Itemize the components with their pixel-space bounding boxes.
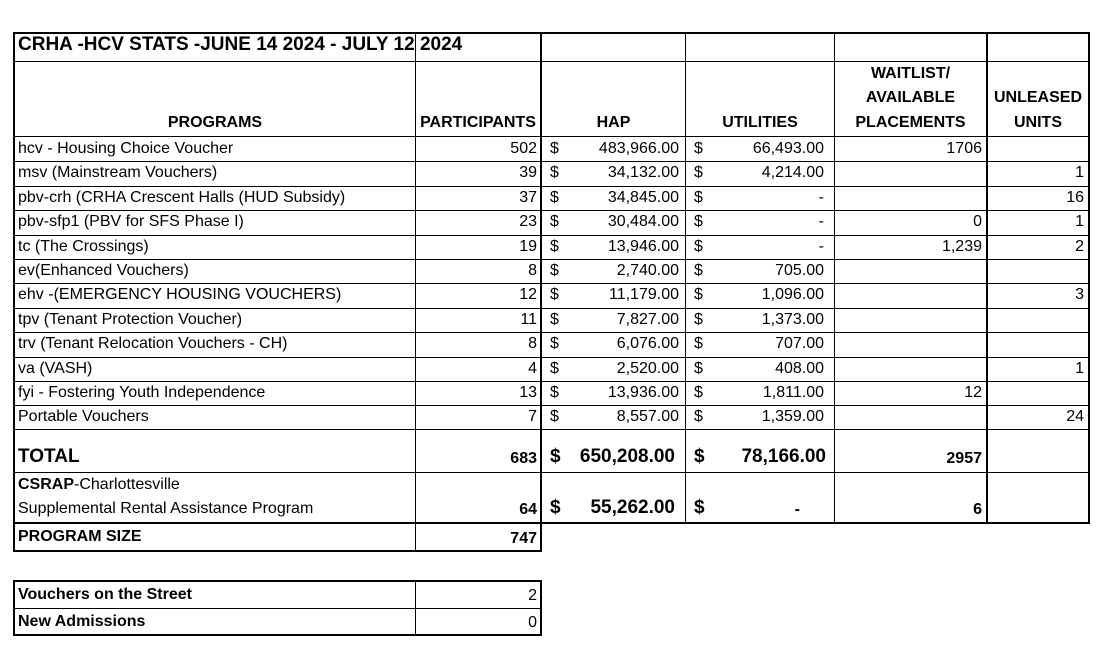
total-label: TOTAL xyxy=(18,446,80,467)
header-hap: HAP xyxy=(596,114,631,131)
row-program: ev(Enhanced Vouchers) xyxy=(18,262,189,279)
row-hap: 13,946.00 xyxy=(607,237,679,255)
row-hap: 6,076.00 xyxy=(616,335,679,353)
row-utilities: 408.00 xyxy=(775,359,824,377)
row-participants: 12 xyxy=(519,286,537,304)
csrap-hap-currency: $ xyxy=(550,497,561,518)
summary-border-top xyxy=(13,580,541,582)
csrap-participants: 64 xyxy=(519,501,537,518)
row-unleased: 1 xyxy=(1075,213,1084,231)
row-hap: 13,936.00 xyxy=(607,384,679,401)
row-utilities-currency: $ xyxy=(694,310,703,328)
row-divider xyxy=(13,381,1089,382)
row-hap-currency: $ xyxy=(550,310,559,328)
summary-row-divider xyxy=(13,608,541,609)
row-unleased: 1 xyxy=(1075,164,1084,182)
row-utilities: 1,373.00 xyxy=(761,310,824,328)
csrap-label-bold: CSRAP xyxy=(18,476,75,493)
row-waitlist: 1,239 xyxy=(941,237,982,255)
summary-label-vouchers-on-street: Vouchers on the Street xyxy=(18,586,192,603)
report-title: CRHA -HCV STATS -JUNE 14 2024 - JULY 12 2024 xyxy=(18,34,463,55)
row-divider xyxy=(13,357,1089,358)
row-program: tc (The Crossings) xyxy=(18,237,149,255)
row-hap: 2,520.00 xyxy=(616,359,679,377)
row-program: msv (Mainstream Vouchers) xyxy=(18,164,218,182)
row-utilities-currency: $ xyxy=(694,335,703,353)
header-unleased-line1: UNLEASED xyxy=(993,89,1082,106)
row-divider xyxy=(13,210,1089,211)
summary-border-right xyxy=(540,580,542,636)
row-divider xyxy=(13,259,1089,260)
row-utilities: 1,811.00 xyxy=(762,384,824,401)
row-participants: 19 xyxy=(519,237,537,255)
row-program: ehv -(EMERGENCY HOUSING VOUCHERS) xyxy=(18,286,342,304)
row-divider xyxy=(13,283,1089,284)
row-hap: 7,827.00 xyxy=(616,310,679,328)
program-size-value: 747 xyxy=(510,530,537,547)
row-hap: 11,179.00 xyxy=(609,286,679,304)
row-program: tpv (Tenant Protection Voucher) xyxy=(18,310,243,328)
data-bottom-divider xyxy=(13,429,1089,430)
header-row-divider xyxy=(13,136,1089,137)
row-utilities-currency: $ xyxy=(694,408,703,426)
csrap-label-line2: Supplemental Rental Assistance Program xyxy=(18,500,314,517)
total-hap-currency: $ xyxy=(550,446,561,467)
summary-border-bottom xyxy=(13,634,541,636)
row-program: fyi - Fostering Youth Independence xyxy=(18,384,266,401)
total-utilities: 78,166.00 xyxy=(741,446,826,467)
row-waitlist: 0 xyxy=(973,213,982,231)
program-size-bottom xyxy=(13,550,541,552)
row-hap-currency: $ xyxy=(550,408,559,426)
header-waitlist-line3: PLACEMENTS xyxy=(855,114,966,131)
row-hap-currency: $ xyxy=(550,213,559,231)
row-participants: 4 xyxy=(528,359,537,377)
row-utilities-currency: $ xyxy=(694,140,703,157)
row-utilities: 1,359.00 xyxy=(761,408,824,426)
row-utilities-currency: $ xyxy=(694,188,703,206)
row-utilities-currency: $ xyxy=(694,213,703,231)
row-hap: 34,845.00 xyxy=(607,188,679,206)
row-participants: 8 xyxy=(528,335,537,353)
csrap-utilities-currency: $ xyxy=(694,497,705,518)
header-utilities: UTILITIES xyxy=(722,114,798,131)
row-unleased: 3 xyxy=(1075,286,1084,304)
total-utilities-currency: $ xyxy=(694,446,705,467)
row-divider xyxy=(13,405,1089,406)
row-utilities: 705.00 xyxy=(775,262,824,279)
row-hap: 8,557.00 xyxy=(616,408,679,426)
row-program: va (VASH) xyxy=(18,359,93,377)
row-participants: 8 xyxy=(528,262,537,279)
col-divider-hap xyxy=(540,32,542,552)
csrap-row-divider xyxy=(13,522,1089,524)
row-utilities-currency: $ xyxy=(694,237,703,255)
row-divider xyxy=(13,235,1089,236)
row-hap-currency: $ xyxy=(550,286,559,304)
row-waitlist: 12 xyxy=(964,384,982,401)
row-unleased: 2 xyxy=(1075,237,1084,255)
col-divider-utilities xyxy=(685,32,686,524)
total-waitlist: 2957 xyxy=(946,450,982,467)
row-hap-currency: $ xyxy=(550,262,559,279)
row-utilities: 707.00 xyxy=(775,335,824,353)
row-utilities-currency: $ xyxy=(694,286,703,304)
header-unleased-line2: UNITS xyxy=(1014,114,1062,131)
table-border-right xyxy=(1088,32,1090,524)
row-program: pbv-sfp1 (PBV for SFS Phase I) xyxy=(18,213,244,231)
row-hap-currency: $ xyxy=(550,335,559,353)
row-hap-currency: $ xyxy=(550,188,559,206)
row-hap-currency: $ xyxy=(550,140,559,157)
summary-label-new-admissions: New Admissions xyxy=(18,613,146,630)
header-programs: PROGRAMS xyxy=(167,114,263,131)
csrap-waitlist: 6 xyxy=(973,501,982,518)
row-divider xyxy=(13,332,1089,333)
summary-value-new-admissions: 0 xyxy=(528,614,537,631)
row-utilities: - xyxy=(818,188,824,206)
row-utilities: - xyxy=(818,213,824,231)
row-hap-currency: $ xyxy=(550,164,559,182)
total-hap: 650,208.00 xyxy=(579,446,675,467)
row-participants: 23 xyxy=(519,213,537,231)
row-hap-currency: $ xyxy=(550,359,559,377)
row-utilities-currency: $ xyxy=(694,262,703,279)
total-participants: 683 xyxy=(510,450,537,467)
row-participants: 7 xyxy=(528,408,537,426)
header-waitlist-line1: WAITLIST/ xyxy=(870,65,951,82)
program-size-label: PROGRAM SIZE xyxy=(18,528,142,545)
row-participants: 502 xyxy=(510,140,537,157)
row-participants: 13 xyxy=(519,384,537,401)
row-utilities: 66,493.00 xyxy=(752,140,824,157)
row-waitlist: 1706 xyxy=(946,140,982,157)
row-unleased: 24 xyxy=(1066,408,1084,426)
row-hap: 483,966.00 xyxy=(598,140,679,157)
row-divider xyxy=(13,161,1089,162)
row-hap: 2,740.00 xyxy=(616,262,679,279)
csrap-utilities: - xyxy=(794,501,800,518)
row-utilities-currency: $ xyxy=(694,384,703,401)
row-divider xyxy=(13,186,1089,187)
total-row-divider xyxy=(13,472,1089,473)
row-program: Portable Vouchers xyxy=(18,408,149,426)
row-participants: 37 xyxy=(519,188,537,206)
row-divider xyxy=(13,308,1089,309)
row-hap-currency: $ xyxy=(550,237,559,255)
header-waitlist-line2: AVAILABLE xyxy=(865,89,956,106)
row-utilities: - xyxy=(818,237,824,255)
row-participants: 39 xyxy=(519,164,537,182)
row-utilities-currency: $ xyxy=(694,359,703,377)
row-program: pbv-crh (CRHA Crescent Halls (HUD Subsidy) xyxy=(18,188,346,206)
title-row-divider xyxy=(13,61,1089,62)
header-participants: PARTICIPANTS xyxy=(420,114,536,131)
row-utilities: 1,096.00 xyxy=(761,286,824,304)
row-program: trv (Tenant Relocation Vouchers - CH) xyxy=(18,335,288,353)
row-participants: 11 xyxy=(520,310,537,328)
row-unleased: 16 xyxy=(1066,188,1084,206)
row-hap: 34,132.00 xyxy=(607,164,679,182)
csrap-label xyxy=(15,476,413,494)
csrap-label-rest: -Charlottesville xyxy=(74,476,180,493)
row-hap-currency: $ xyxy=(550,384,559,401)
csrap-hap: 55,262.00 xyxy=(590,497,675,518)
summary-value-vouchers-on-street: 2 xyxy=(528,587,537,604)
row-hap: 30,484.00 xyxy=(607,213,679,231)
row-unleased: 1 xyxy=(1075,359,1084,377)
row-utilities-currency: $ xyxy=(694,164,703,182)
row-utilities: 4,214.00 xyxy=(761,164,824,182)
row-program: hcv - Housing Choice Voucher xyxy=(18,140,234,157)
